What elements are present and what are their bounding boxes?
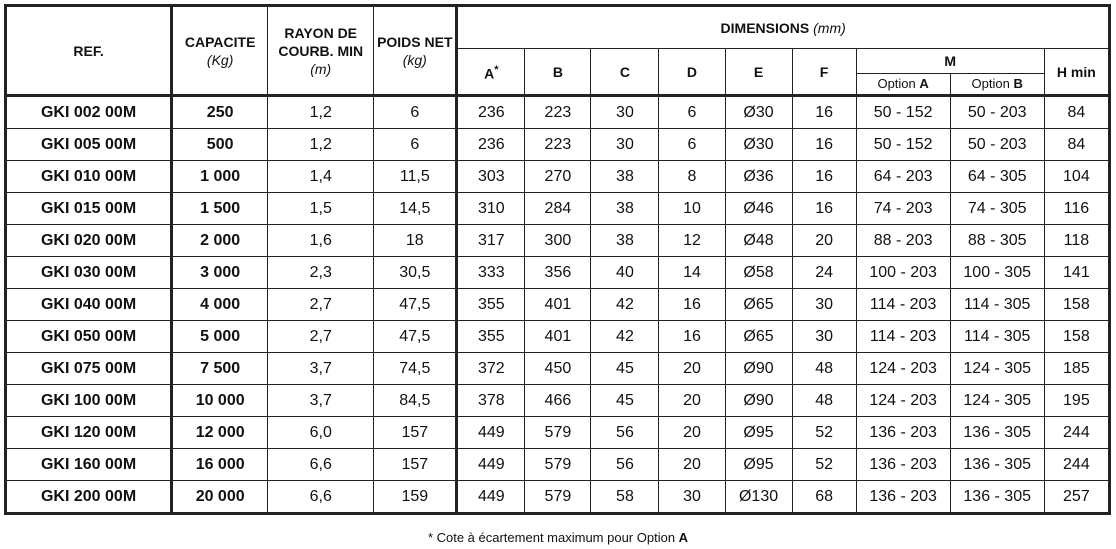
header-poids: POIDS NET (kg) bbox=[374, 6, 457, 96]
cell-cap: 7 500 bbox=[172, 353, 268, 385]
cell-b: 270 bbox=[525, 161, 591, 193]
cell-poids: 11,5 bbox=[374, 161, 457, 193]
cell-ref: GKI 075 00M bbox=[6, 353, 172, 385]
cell-h: 185 bbox=[1044, 353, 1109, 385]
cell-rayon: 2,7 bbox=[268, 321, 374, 353]
cell-b: 579 bbox=[525, 417, 591, 449]
cell-cap: 1 000 bbox=[172, 161, 268, 193]
table-row bbox=[6, 353, 1110, 385]
cell-c: 56 bbox=[591, 449, 659, 481]
cell-mb: 136 - 305 bbox=[950, 481, 1044, 514]
cell-poids: 157 bbox=[374, 417, 457, 449]
cell-mb: 114 - 305 bbox=[950, 321, 1044, 353]
cell-rayon: 2,3 bbox=[268, 257, 374, 289]
cell-ma: 114 - 203 bbox=[856, 289, 950, 321]
cell-ref: GKI 030 00M bbox=[6, 257, 172, 289]
cell-d: 6 bbox=[659, 129, 725, 161]
cell-d: 10 bbox=[659, 193, 725, 225]
cell-ma: 100 - 203 bbox=[856, 257, 950, 289]
cell-b: 579 bbox=[525, 449, 591, 481]
cell-f: 30 bbox=[792, 321, 856, 353]
cell-ref: GKI 040 00M bbox=[6, 289, 172, 321]
cell-cap: 5 000 bbox=[172, 321, 268, 353]
header-option-b: Option B bbox=[950, 74, 1044, 96]
header-hmin: H min bbox=[1044, 49, 1109, 96]
cell-rayon: 1,6 bbox=[268, 225, 374, 257]
cell-mb: 100 - 305 bbox=[950, 257, 1044, 289]
cell-b: 401 bbox=[525, 289, 591, 321]
cell-h: 84 bbox=[1044, 129, 1109, 161]
cell-a: 355 bbox=[457, 289, 525, 321]
cell-h: 244 bbox=[1044, 417, 1109, 449]
table-row bbox=[6, 385, 1110, 417]
cell-e: Ø48 bbox=[725, 225, 792, 257]
cell-a: 355 bbox=[457, 321, 525, 353]
cell-ref: GKI 005 00M bbox=[6, 129, 172, 161]
header-m: M bbox=[856, 49, 1044, 74]
table-row bbox=[6, 417, 1110, 449]
cell-h: 118 bbox=[1044, 225, 1109, 257]
cell-d: 6 bbox=[659, 96, 725, 129]
cell-h: 158 bbox=[1044, 321, 1109, 353]
cell-a: 378 bbox=[457, 385, 525, 417]
cell-rayon: 6,0 bbox=[268, 417, 374, 449]
cell-d: 8 bbox=[659, 161, 725, 193]
cell-mb: 74 - 305 bbox=[950, 193, 1044, 225]
header-e: E bbox=[725, 49, 792, 96]
cell-h: 141 bbox=[1044, 257, 1109, 289]
cell-a: 333 bbox=[457, 257, 525, 289]
header-dimensions-unit: (mm) bbox=[813, 19, 846, 36]
cell-c: 40 bbox=[591, 257, 659, 289]
header-c: C bbox=[591, 49, 659, 96]
cell-mb: 114 - 305 bbox=[950, 289, 1044, 321]
cell-d: 12 bbox=[659, 225, 725, 257]
footnote: * Cote à écartement maximum pour Option A bbox=[427, 530, 689, 545]
cell-b: 356 bbox=[525, 257, 591, 289]
cell-f: 16 bbox=[792, 193, 856, 225]
cell-e: Ø36 bbox=[725, 161, 792, 193]
cell-poids: 6 bbox=[374, 96, 457, 129]
table-row bbox=[6, 225, 1110, 257]
cell-poids: 14,5 bbox=[374, 193, 457, 225]
header-capacite-unit: (Kg) bbox=[206, 51, 234, 68]
cell-f: 16 bbox=[792, 96, 856, 129]
cell-b: 300 bbox=[525, 225, 591, 257]
cell-cap: 4 000 bbox=[172, 289, 268, 321]
cell-ref: GKI 160 00M bbox=[6, 449, 172, 481]
cell-b: 223 bbox=[525, 129, 591, 161]
cell-ref: GKI 010 00M bbox=[6, 161, 172, 193]
cell-c: 45 bbox=[591, 385, 659, 417]
cell-f: 52 bbox=[792, 417, 856, 449]
cell-mb: 50 - 203 bbox=[950, 96, 1044, 129]
cell-poids: 47,5 bbox=[374, 321, 457, 353]
cell-poids: 6 bbox=[374, 129, 457, 161]
cell-b: 223 bbox=[525, 96, 591, 129]
cell-d: 20 bbox=[659, 449, 725, 481]
cell-cap: 10 000 bbox=[172, 385, 268, 417]
cell-a: 449 bbox=[457, 481, 525, 514]
header-capacite: CAPACITE (Kg) bbox=[172, 6, 268, 96]
cell-a: 449 bbox=[457, 449, 525, 481]
table-row bbox=[6, 481, 1110, 514]
cell-d: 20 bbox=[659, 353, 725, 385]
cell-d: 20 bbox=[659, 385, 725, 417]
cell-mb: 136 - 305 bbox=[950, 449, 1044, 481]
cell-ma: 74 - 203 bbox=[856, 193, 950, 225]
cell-rayon: 1,5 bbox=[268, 193, 374, 225]
cell-h: 244 bbox=[1044, 449, 1109, 481]
cell-b: 466 bbox=[525, 385, 591, 417]
cell-ma: 136 - 203 bbox=[856, 417, 950, 449]
cell-a: 236 bbox=[457, 129, 525, 161]
header-poids-unit: (kg) bbox=[402, 51, 427, 68]
cell-c: 38 bbox=[591, 225, 659, 257]
cell-cap: 2 000 bbox=[172, 225, 268, 257]
header-dimensions: DIMENSIONS (mm) bbox=[457, 6, 1110, 49]
cell-mb: 88 - 305 bbox=[950, 225, 1044, 257]
cell-e: Ø65 bbox=[725, 289, 792, 321]
cell-c: 38 bbox=[591, 161, 659, 193]
cell-ma: 124 - 203 bbox=[856, 353, 950, 385]
cell-d: 30 bbox=[659, 481, 725, 514]
cell-ma: 124 - 203 bbox=[856, 385, 950, 417]
cell-e: Ø90 bbox=[725, 385, 792, 417]
cell-h: 158 bbox=[1044, 289, 1109, 321]
cell-f: 20 bbox=[792, 225, 856, 257]
cell-e: Ø65 bbox=[725, 321, 792, 353]
cell-ma: 64 - 203 bbox=[856, 161, 950, 193]
cell-f: 48 bbox=[792, 385, 856, 417]
cell-poids: 74,5 bbox=[374, 353, 457, 385]
cell-a: 310 bbox=[457, 193, 525, 225]
header-b: B bbox=[525, 49, 591, 96]
cell-rayon: 1,4 bbox=[268, 161, 374, 193]
cell-mb: 124 - 305 bbox=[950, 353, 1044, 385]
cell-poids: 47,5 bbox=[374, 289, 457, 321]
cell-ref: GKI 050 00M bbox=[6, 321, 172, 353]
cell-rayon: 1,2 bbox=[268, 129, 374, 161]
cell-c: 38 bbox=[591, 193, 659, 225]
cell-ma: 136 - 203 bbox=[856, 481, 950, 514]
cell-ref: GKI 100 00M bbox=[6, 385, 172, 417]
cell-cap: 16 000 bbox=[172, 449, 268, 481]
cell-poids: 157 bbox=[374, 449, 457, 481]
cell-b: 284 bbox=[525, 193, 591, 225]
header-rayon-unit: (m) bbox=[310, 60, 332, 77]
cell-rayon: 2,7 bbox=[268, 289, 374, 321]
cell-f: 16 bbox=[792, 161, 856, 193]
cell-a: 303 bbox=[457, 161, 525, 193]
table-row bbox=[6, 161, 1110, 193]
cell-a: 372 bbox=[457, 353, 525, 385]
cell-poids: 18 bbox=[374, 225, 457, 257]
cell-cap: 250 bbox=[172, 96, 268, 129]
cell-a: 449 bbox=[457, 417, 525, 449]
cell-c: 42 bbox=[591, 321, 659, 353]
cell-e: Ø58 bbox=[725, 257, 792, 289]
cell-cap: 500 bbox=[172, 129, 268, 161]
cell-b: 401 bbox=[525, 321, 591, 353]
cell-f: 16 bbox=[792, 129, 856, 161]
cell-cap: 20 000 bbox=[172, 481, 268, 514]
header-ref: REF. bbox=[6, 6, 172, 96]
cell-ma: 50 - 152 bbox=[856, 96, 950, 129]
header-option-a: Option A bbox=[856, 74, 950, 96]
table-row bbox=[6, 289, 1110, 321]
cell-rayon: 6,6 bbox=[268, 449, 374, 481]
cell-cap: 1 500 bbox=[172, 193, 268, 225]
cell-a: 236 bbox=[457, 96, 525, 129]
cell-ref: GKI 200 00M bbox=[6, 481, 172, 514]
header-f: F bbox=[792, 49, 856, 96]
cell-rayon: 6,6 bbox=[268, 481, 374, 514]
header-a: A* bbox=[457, 49, 525, 96]
cell-poids: 84,5 bbox=[374, 385, 457, 417]
cell-h: 116 bbox=[1044, 193, 1109, 225]
cell-f: 30 bbox=[792, 289, 856, 321]
cell-d: 14 bbox=[659, 257, 725, 289]
header-rayon: RAYON DE COURB. MIN (m) bbox=[268, 6, 374, 96]
cell-f: 52 bbox=[792, 449, 856, 481]
cell-e: Ø30 bbox=[725, 96, 792, 129]
cell-cap: 3 000 bbox=[172, 257, 268, 289]
cell-cap: 12 000 bbox=[172, 417, 268, 449]
cell-c: 30 bbox=[591, 129, 659, 161]
cell-d: 16 bbox=[659, 289, 725, 321]
cell-d: 20 bbox=[659, 417, 725, 449]
cell-ref: GKI 015 00M bbox=[6, 193, 172, 225]
cell-f: 48 bbox=[792, 353, 856, 385]
table-row bbox=[6, 257, 1110, 289]
cell-e: Ø95 bbox=[725, 449, 792, 481]
cell-poids: 159 bbox=[374, 481, 457, 514]
cell-mb: 50 - 203 bbox=[950, 129, 1044, 161]
cell-b: 579 bbox=[525, 481, 591, 514]
cell-h: 195 bbox=[1044, 385, 1109, 417]
header-d: D bbox=[659, 49, 725, 96]
cell-ref: GKI 002 00M bbox=[6, 96, 172, 129]
table-row bbox=[6, 129, 1110, 161]
cell-ref: GKI 020 00M bbox=[6, 225, 172, 257]
cell-h: 84 bbox=[1044, 96, 1109, 129]
cell-e: Ø95 bbox=[725, 417, 792, 449]
cell-mb: 136 - 305 bbox=[950, 417, 1044, 449]
table-row bbox=[6, 193, 1110, 225]
cell-poids: 30,5 bbox=[374, 257, 457, 289]
cell-h: 104 bbox=[1044, 161, 1109, 193]
cell-rayon: 1,2 bbox=[268, 96, 374, 129]
cell-c: 42 bbox=[591, 289, 659, 321]
cell-c: 30 bbox=[591, 96, 659, 129]
cell-e: Ø30 bbox=[725, 129, 792, 161]
table-row bbox=[6, 449, 1110, 481]
cell-ma: 136 - 203 bbox=[856, 449, 950, 481]
cell-rayon: 3,7 bbox=[268, 353, 374, 385]
cell-a: 317 bbox=[457, 225, 525, 257]
cell-f: 24 bbox=[792, 257, 856, 289]
specifications-table bbox=[4, 4, 1111, 515]
cell-f: 68 bbox=[792, 481, 856, 514]
cell-d: 16 bbox=[659, 321, 725, 353]
table-row bbox=[6, 96, 1110, 129]
cell-b: 450 bbox=[525, 353, 591, 385]
cell-c: 58 bbox=[591, 481, 659, 514]
cell-h: 257 bbox=[1044, 481, 1109, 514]
cell-ma: 88 - 203 bbox=[856, 225, 950, 257]
cell-e: Ø130 bbox=[725, 481, 792, 514]
cell-c: 45 bbox=[591, 353, 659, 385]
cell-rayon: 3,7 bbox=[268, 385, 374, 417]
cell-ref: GKI 120 00M bbox=[6, 417, 172, 449]
cell-ma: 50 - 152 bbox=[856, 129, 950, 161]
cell-mb: 64 - 305 bbox=[950, 161, 1044, 193]
cell-e: Ø90 bbox=[725, 353, 792, 385]
cell-mb: 124 - 305 bbox=[950, 385, 1044, 417]
table-row bbox=[6, 321, 1110, 353]
cell-ma: 114 - 203 bbox=[856, 321, 950, 353]
cell-e: Ø46 bbox=[725, 193, 792, 225]
cell-c: 56 bbox=[591, 417, 659, 449]
